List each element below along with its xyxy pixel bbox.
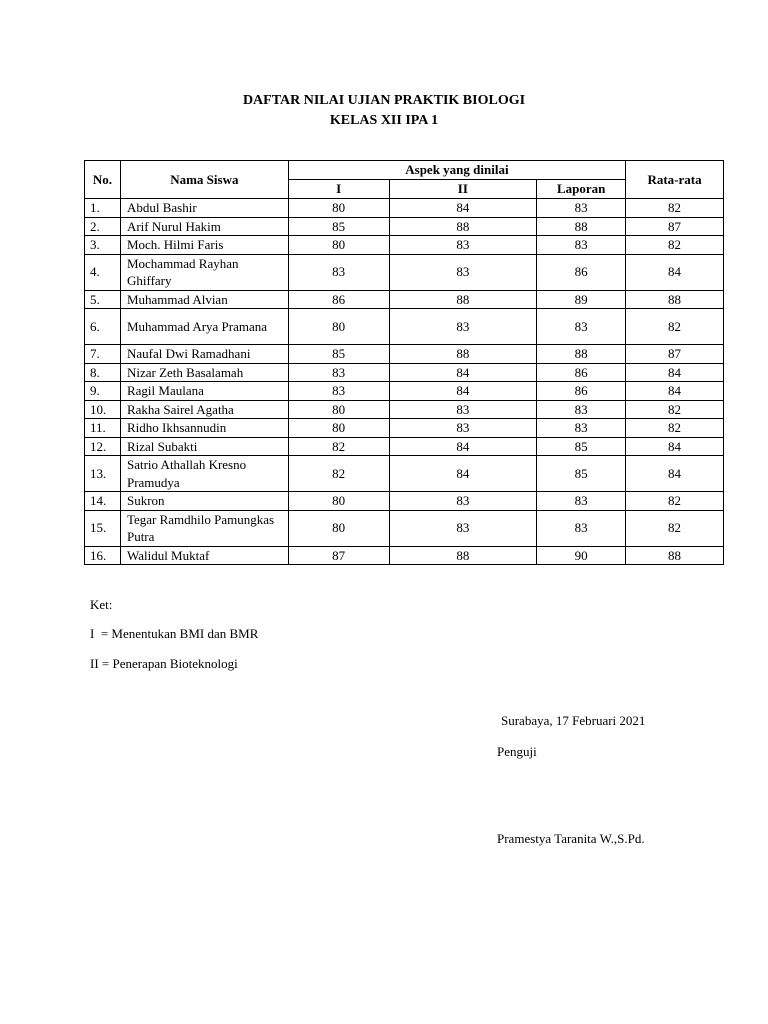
student-name: Naufal Dwi Ramadhani xyxy=(120,345,288,364)
place-date: Surabaya, 17 Februari 2021 xyxy=(501,713,646,728)
student-name: Muhammad Arya Pramana xyxy=(120,309,288,345)
score-average: 88 xyxy=(626,546,724,565)
score-i: 80 xyxy=(288,309,389,345)
student-name: Moch. Hilmi Faris xyxy=(120,236,288,255)
score-laporan: 90 xyxy=(537,546,626,565)
score-average: 82 xyxy=(626,510,724,546)
score-average: 88 xyxy=(626,290,724,309)
row-number: 6. xyxy=(85,309,121,345)
row-number: 15. xyxy=(85,510,121,546)
row-number: 12. xyxy=(85,437,121,456)
score-ii: 88 xyxy=(389,290,537,309)
row-number: 7. xyxy=(85,345,121,364)
score-laporan: 86 xyxy=(537,363,626,382)
score-i: 80 xyxy=(288,492,389,511)
score-ii: 84 xyxy=(389,199,537,218)
student-name: Tegar Ramdhilo Pamungkas Putra xyxy=(120,510,288,546)
score-laporan: 83 xyxy=(537,492,626,511)
score-laporan: 86 xyxy=(537,382,626,401)
score-i: 83 xyxy=(288,363,389,382)
student-name: Rizal Subakti xyxy=(120,437,288,456)
row-number: 10. xyxy=(85,400,121,419)
score-i: 80 xyxy=(288,236,389,255)
table-row xyxy=(85,345,724,364)
table-row xyxy=(85,199,724,218)
document-title: DAFTAR NILAI UJIAN PRAKTIK BIOLOGI xyxy=(242,93,526,108)
score-i: 85 xyxy=(288,217,389,236)
examiner-role: Penguji xyxy=(497,744,537,759)
score-laporan: 88 xyxy=(537,345,626,364)
score-ii: 88 xyxy=(389,546,537,565)
score-ii: 83 xyxy=(389,419,537,438)
table-row xyxy=(85,510,724,546)
score-laporan: 88 xyxy=(537,217,626,236)
score-ii: 83 xyxy=(389,492,537,511)
score-i: 80 xyxy=(288,199,389,218)
row-number: 16. xyxy=(85,546,121,565)
table-row xyxy=(85,419,724,438)
table-row xyxy=(85,382,724,401)
score-ii: 83 xyxy=(389,510,537,546)
row-number: 13. xyxy=(85,456,121,492)
table-row xyxy=(85,217,724,236)
score-i: 86 xyxy=(288,290,389,309)
header-no: No. xyxy=(85,161,121,199)
score-laporan: 83 xyxy=(537,309,626,345)
score-i: 80 xyxy=(288,400,389,419)
score-i: 87 xyxy=(288,546,389,565)
grades-table xyxy=(84,160,724,565)
score-ii: 84 xyxy=(389,382,537,401)
score-ii: 83 xyxy=(389,254,537,290)
table-row xyxy=(85,492,724,511)
student-name: Walidul Muktaf xyxy=(120,546,288,565)
header-aspect-i: I xyxy=(288,180,389,199)
score-average: 82 xyxy=(626,419,724,438)
table-row xyxy=(85,309,724,345)
score-laporan: 83 xyxy=(537,400,626,419)
row-number: 9. xyxy=(85,382,121,401)
score-ii: 84 xyxy=(389,456,537,492)
table-row xyxy=(85,290,724,309)
score-ii: 88 xyxy=(389,345,537,364)
score-laporan: 83 xyxy=(537,199,626,218)
table-row xyxy=(85,363,724,382)
score-laporan: 83 xyxy=(537,510,626,546)
table-row xyxy=(85,437,724,456)
score-ii: 83 xyxy=(389,309,537,345)
score-i: 80 xyxy=(288,419,389,438)
student-name: Arif Nurul Hakim xyxy=(120,217,288,236)
table-row xyxy=(85,456,724,492)
row-number: 2. xyxy=(85,217,121,236)
score-i: 80 xyxy=(288,510,389,546)
score-average: 84 xyxy=(626,456,724,492)
student-name: Satrio Athallah Kresno Pramudya xyxy=(120,456,288,492)
score-i: 82 xyxy=(288,456,389,492)
header-average: Rata-rata xyxy=(626,161,724,199)
score-laporan: 85 xyxy=(537,456,626,492)
student-name: Rakha Sairel Agatha xyxy=(120,400,288,419)
header-aspect-ii: II xyxy=(389,180,537,199)
notes-line-ii: II = Penerapan Bioteknologi xyxy=(90,656,238,671)
row-number: 8. xyxy=(85,363,121,382)
student-name: Abdul Bashir xyxy=(120,199,288,218)
row-number: 5. xyxy=(85,290,121,309)
score-average: 87 xyxy=(626,217,724,236)
score-average: 82 xyxy=(626,400,724,419)
score-i: 85 xyxy=(288,345,389,364)
student-name: Muhammad Alvian xyxy=(120,290,288,309)
score-average: 82 xyxy=(626,236,724,255)
score-laporan: 86 xyxy=(537,254,626,290)
table-row xyxy=(85,236,724,255)
score-laporan: 89 xyxy=(537,290,626,309)
student-name: Ridho Ikhsannudin xyxy=(120,419,288,438)
notes-title: Ket: xyxy=(90,597,113,612)
score-ii: 84 xyxy=(389,437,537,456)
notes-line-i: I = Menentukan BMI dan BMR xyxy=(90,626,259,641)
header-aspect-laporan: Laporan xyxy=(537,180,626,199)
score-ii: 83 xyxy=(389,400,537,419)
score-ii: 83 xyxy=(389,236,537,255)
row-number: 4. xyxy=(85,254,121,290)
score-laporan: 83 xyxy=(537,236,626,255)
row-number: 14. xyxy=(85,492,121,511)
score-i: 82 xyxy=(288,437,389,456)
score-laporan: 83 xyxy=(537,419,626,438)
header-aspect-group: Aspek yang dinilai xyxy=(288,161,625,180)
score-i: 83 xyxy=(288,254,389,290)
header-name: Nama Siswa xyxy=(120,161,288,199)
score-average: 84 xyxy=(626,254,724,290)
score-ii: 88 xyxy=(389,217,537,236)
score-average: 84 xyxy=(626,363,724,382)
row-number: 1. xyxy=(85,199,121,218)
score-average: 87 xyxy=(626,345,724,364)
score-ii: 84 xyxy=(389,363,537,382)
score-i: 83 xyxy=(288,382,389,401)
score-laporan: 85 xyxy=(537,437,626,456)
examiner-name: Pramestya Taranita W.,S.Pd. xyxy=(497,831,645,846)
table-row xyxy=(85,400,724,419)
score-average: 82 xyxy=(626,492,724,511)
student-name: Sukron xyxy=(120,492,288,511)
student-name: Ragil Maulana xyxy=(120,382,288,401)
row-number: 11. xyxy=(85,419,121,438)
score-average: 84 xyxy=(626,382,724,401)
grade-rows xyxy=(85,199,724,565)
student-name: Mochammad Rayhan Ghiffary xyxy=(120,254,288,290)
row-number: 3. xyxy=(85,236,121,255)
score-average: 84 xyxy=(626,437,724,456)
document-subtitle: KELAS XII IPA 1 xyxy=(329,113,439,128)
score-average: 82 xyxy=(626,309,724,345)
score-average: 82 xyxy=(626,199,724,218)
student-name: Nizar Zeth Basalamah xyxy=(120,363,288,382)
table-row xyxy=(85,546,724,565)
table-row xyxy=(85,254,724,290)
